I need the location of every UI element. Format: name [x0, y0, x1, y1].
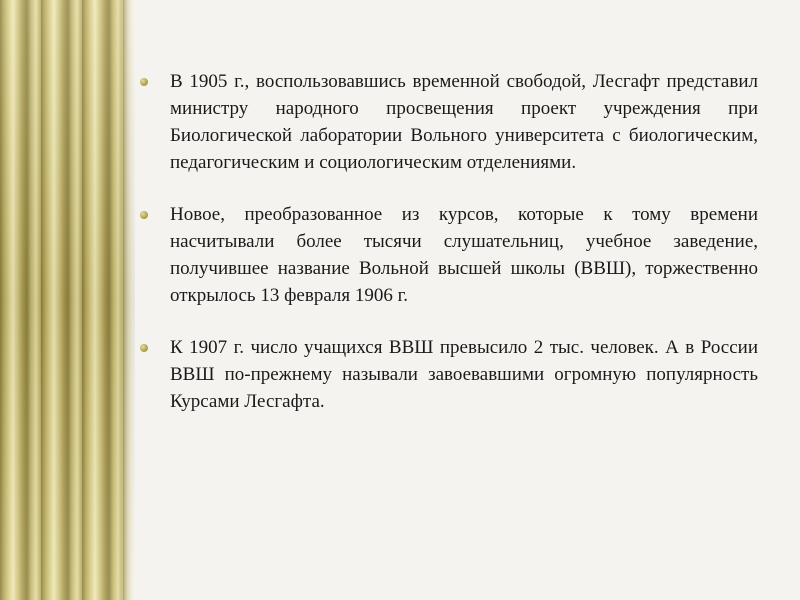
bullet-dot-icon [140, 211, 148, 219]
bullet-list [138, 68, 758, 440]
bullet-text: Новое, преобразованное из курсов, которые к тому времени насчитывали более тысячи слушательниц, учебное заведение, получившее название Вольной высшей школы (ВВШ), торжественно открылось 13 февраля 1906 г. [170, 204, 758, 306]
bullet-dot-icon [140, 344, 148, 352]
bullet-item [138, 201, 758, 309]
bullet-item [138, 334, 758, 415]
bullet-text: В 1905 г., воспользовавшись временной свободой, Лесгафт представил министру народного просвещения проект учреждения при Биологической лаборатории Вольного университета с биологическим, педагогическим и социологическим отделениями. [170, 71, 758, 173]
decorative-gold-border [0, 0, 135, 600]
bullet-text: К 1907 г. число учащихся ВВШ превысило 2 тыс. человек. А в России ВВШ по-прежнему называли завоевавшими огромную популярность Курсами Лесгафта. [170, 337, 758, 412]
bullet-dot-icon [140, 78, 148, 86]
bullet-item [138, 68, 758, 176]
